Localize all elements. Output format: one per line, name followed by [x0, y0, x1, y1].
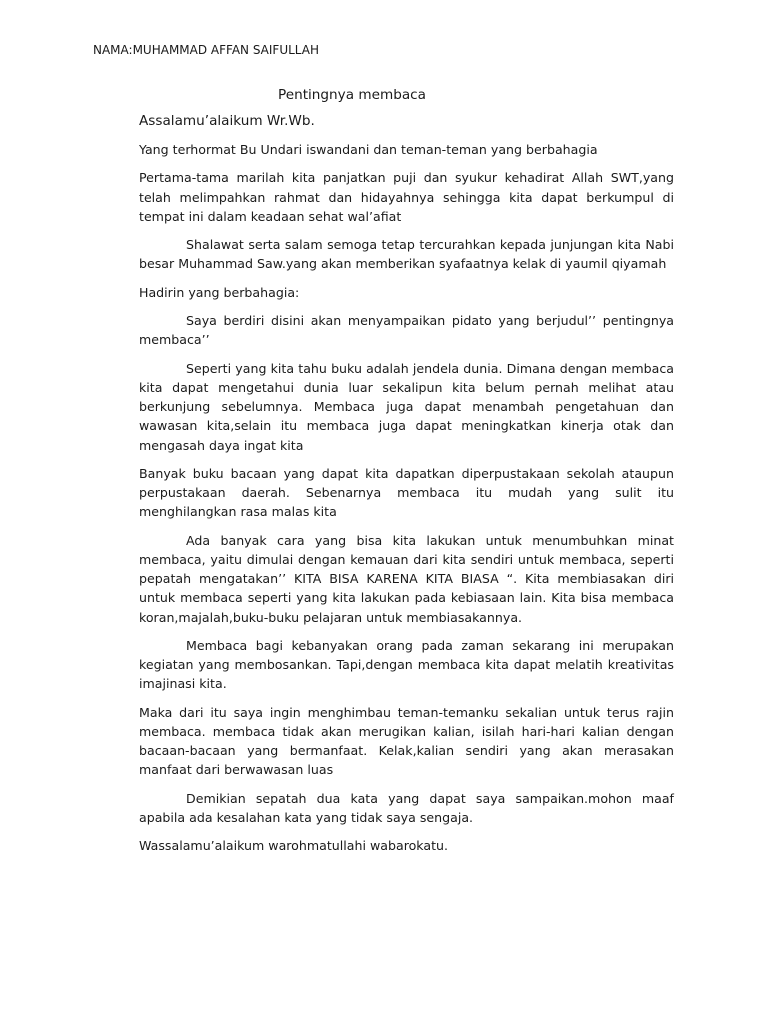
paragraph-boring: Membaca bagi kebanyakan orang pada zaman sekarang ini merupakan kegiatan yang membosankan. Tapi,dengan membaca kita dapat melatih kreativitas imajinasi kita. — [139, 637, 674, 692]
paragraph-farewell: Wassalamu’alaikum warohmatullahi wabarokatu. — [139, 838, 449, 854]
paragraph-shalawat: Shalawat serta salam semoga tetap tercurahkan kepada junjungan kita Nabi besar Muhammad Saw.yang akan memberikan syafaatnya kelak di yaumil qiyamah — [139, 237, 674, 272]
speech-body — [139, 140, 674, 865]
paragraph-library: Banyak buku bacaan yang dapat kita dapatkan diperpustakaan sekolah ataupun perpustakaan daerah. Sebenarnya membaca itu mudah yang sulit itu menghilangkan rasa malas kita — [139, 465, 674, 520]
speech-title: Pentingnya membaca — [278, 87, 426, 103]
opening-greeting: Assalamu’alaikum Wr.Wb. — [139, 113, 315, 129]
paragraph-address: Yang terhormat Bu Undari iswandani dan teman-teman yang berbahagia — [139, 142, 598, 157]
author-name: NAMA:MUHAMMAD AFFAN SAIFULLAH — [93, 43, 319, 57]
paragraph-closing: Demikian sepatah dua kata yang dapat saya sampaikan.mohon maaf apabila ada kesalahan kata yang tidak saya sengaja. — [139, 790, 674, 825]
paragraph-habit: Ada banyak cara yang bisa kita lakukan untuk menumbuhkan minat membaca, yaitu dimulai dengan kemauan dari kita sendiri untuk membaca, seperti pepatah mengatakan’’ KITA BISA KARENA KITA BIASA “. Kita membiasakan diri untuk membaca seperti yang kita lakukan pada kebiasaan lain. Kita bisa membaca koran,majalah,buku-buku pelajaran untuk membiasakannya. — [139, 532, 674, 625]
paragraph-window-of-world: Seperti yang kita tahu buku adalah jendela dunia. Dimana dengan membaca kita dapat mengetahui dunia luar sekalipun kita belum pernah melihat atau berkunjung sebelumnya. Membaca juga dapat menambah pengetahuan dan wawasan kita,selain itu membaca juga dapat meningkatkan kinerja otak dan mengasah daya ingat kita — [139, 360, 674, 453]
paragraph-appeal: Maka dari itu saya ingin menghimbau teman-temanku sekalian untuk terus rajin membaca. membaca tidak akan merugikan kalian, isilah hari-hari kalian dengan bacaan-bacaan yang bermanfaat. Kelak,kalian sendiri yang akan merasakan manfaat dari berwawasan luas — [139, 704, 674, 778]
paragraph-topic: Saya berdiri disini akan menyampaikan pidato yang berjudul’’ pentingnya membaca’’ — [139, 313, 674, 348]
paragraph-audience: Hadirin yang berbahagia: — [139, 284, 300, 300]
paragraph-opening: Pertama-tama marilah kita panjatkan puji dan syukur kehadirat Allah SWT,yang telah melimpahkan rahmat dan hidayahnya sehingga kita dapat berkumpul di tempat ini dalam keadaan sehat wal’afiat — [139, 170, 674, 224]
